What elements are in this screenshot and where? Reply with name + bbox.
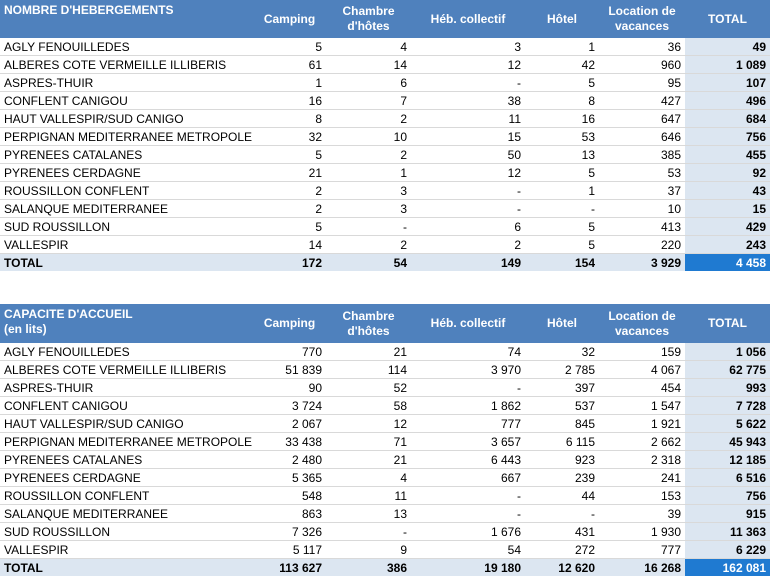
table-header-row [0, 304, 770, 343]
grand-total: 162 081 [685, 559, 770, 576]
row-name: AGLY FENOUILLEDES [0, 38, 253, 56]
row-name: PYRENEES CERDAGNE [0, 164, 253, 182]
cell-heb-collectif: - [411, 74, 525, 92]
header-line: Héb. collectif [431, 12, 506, 26]
cell-location-vacances: 646 [599, 128, 685, 146]
cell-camping: 863 [253, 505, 326, 523]
cell-hotel: 239 [525, 469, 599, 487]
table-row [0, 523, 770, 541]
cell-camping: 5 365 [253, 469, 326, 487]
cell-camping: 51 839 [253, 361, 326, 379]
row-name: AGLY FENOUILLEDES [0, 343, 253, 361]
cell-camping: 2 [253, 182, 326, 200]
table-row [0, 451, 770, 469]
table-row [0, 236, 770, 254]
cell-camping: 61 [253, 56, 326, 74]
cell-hotel: 537 [525, 397, 599, 415]
cell-hotel: 2 785 [525, 361, 599, 379]
cell-location-vacances: 2 662 [599, 433, 685, 451]
cell-heb-collectif: 50 [411, 146, 525, 164]
table-row [0, 397, 770, 415]
table-row [0, 505, 770, 523]
cell-camping: 7 326 [253, 523, 326, 541]
cell-heb-collectif: 54 [411, 541, 525, 559]
row-name: SALANQUE MEDITERRANEE [0, 200, 253, 218]
cell-location-vacances: 427 [599, 92, 685, 110]
header-line: Hôtel [547, 12, 577, 26]
cell-heb-collectif: 38 [411, 92, 525, 110]
row-name: SUD ROUSSILLON [0, 523, 253, 541]
cell-location-vacances: 1 547 [599, 397, 685, 415]
cell-chambre-hotes: 71 [326, 433, 411, 451]
cell-hotel: - [525, 505, 599, 523]
column-header-total [685, 0, 770, 38]
cell-heb-collectif: 6 443 [411, 451, 525, 469]
total-chambre-hotes: 54 [326, 254, 411, 272]
table-row [0, 38, 770, 56]
cell-total: 7 728 [685, 397, 770, 415]
cell-hotel: 5 [525, 164, 599, 182]
cell-hotel: 16 [525, 110, 599, 128]
cell-camping: 5 117 [253, 541, 326, 559]
grand-total: 4 458 [685, 254, 770, 272]
cell-chambre-hotes: 21 [326, 451, 411, 469]
cell-heb-collectif: - [411, 505, 525, 523]
cell-camping: 32 [253, 128, 326, 146]
row-name: CONFLENT CANIGOU [0, 397, 253, 415]
cell-camping: 3 724 [253, 397, 326, 415]
cell-hotel: 53 [525, 128, 599, 146]
table-row [0, 541, 770, 559]
table-row [0, 433, 770, 451]
cell-heb-collectif: 74 [411, 343, 525, 361]
cell-camping: 548 [253, 487, 326, 505]
column-header-camping [253, 304, 326, 343]
cell-heb-collectif: - [411, 200, 525, 218]
header-line: d'hôtes [347, 19, 389, 33]
cell-hotel: 13 [525, 146, 599, 164]
cell-chambre-hotes: 9 [326, 541, 411, 559]
cell-camping: 1 [253, 74, 326, 92]
cell-location-vacances: 220 [599, 236, 685, 254]
table-row [0, 218, 770, 236]
column-header-camping [253, 0, 326, 38]
table-row [0, 200, 770, 218]
hebergements-table [0, 0, 770, 271]
total-camping: 172 [253, 254, 326, 272]
cell-camping: 33 438 [253, 433, 326, 451]
table-row [0, 343, 770, 361]
cell-total: 49 [685, 38, 770, 56]
cell-hotel: 42 [525, 56, 599, 74]
cell-heb-collectif: - [411, 379, 525, 397]
cell-location-vacances: 241 [599, 469, 685, 487]
row-name: CONFLENT CANIGOU [0, 92, 253, 110]
cell-heb-collectif: 2 [411, 236, 525, 254]
header-line: Location de [608, 309, 675, 323]
row-name: PYRENEES CERDAGNE [0, 469, 253, 487]
cell-total: 11 363 [685, 523, 770, 541]
table-row [0, 182, 770, 200]
row-name: HAUT VALLESPIR/SUD CANIGO [0, 415, 253, 433]
header-line: Hôtel [547, 316, 577, 330]
cell-camping: 21 [253, 164, 326, 182]
total-row [0, 559, 770, 576]
column-header-hotel [525, 0, 599, 38]
cell-total: 915 [685, 505, 770, 523]
cell-hotel: 32 [525, 343, 599, 361]
title-line: CAPACITE D'ACCUEIL [4, 307, 133, 321]
column-header-chambre-hotes [326, 0, 411, 38]
cell-total: 1 056 [685, 343, 770, 361]
title-line: NOMBRE D'HEBERGEMENTS [4, 3, 174, 17]
cell-location-vacances: 53 [599, 164, 685, 182]
cell-chambre-hotes: 58 [326, 397, 411, 415]
cell-location-vacances: 37 [599, 182, 685, 200]
header-line: Location de [608, 4, 675, 18]
cell-heb-collectif: 12 [411, 56, 525, 74]
row-name: VALLESPIR [0, 541, 253, 559]
row-name: ROUSSILLON CONFLENT [0, 182, 253, 200]
cell-chambre-hotes: 14 [326, 56, 411, 74]
cell-chambre-hotes: 4 [326, 38, 411, 56]
row-name: SALANQUE MEDITERRANEE [0, 505, 253, 523]
cell-chambre-hotes: 12 [326, 415, 411, 433]
row-name: ROUSSILLON CONFLENT [0, 487, 253, 505]
cell-total: 429 [685, 218, 770, 236]
cell-camping: 2 [253, 200, 326, 218]
row-name: PYRENEES CATALANES [0, 146, 253, 164]
cell-heb-collectif: 3 970 [411, 361, 525, 379]
cell-location-vacances: 36 [599, 38, 685, 56]
row-name: PERPIGNAN MEDITERRANEE METROPOLE [0, 433, 253, 451]
cell-hotel: 5 [525, 236, 599, 254]
row-name: VALLESPIR [0, 236, 253, 254]
header-line: Chambre [342, 309, 394, 323]
cell-camping: 5 [253, 146, 326, 164]
cell-heb-collectif: 777 [411, 415, 525, 433]
table-row [0, 487, 770, 505]
table-row [0, 110, 770, 128]
total-label: TOTAL [0, 254, 253, 272]
cell-heb-collectif: 6 [411, 218, 525, 236]
cell-chambre-hotes: 7 [326, 92, 411, 110]
title-line: (en lits) [4, 322, 47, 336]
cell-total: 684 [685, 110, 770, 128]
cell-location-vacances: 960 [599, 56, 685, 74]
header-line: vacances [615, 19, 669, 33]
cell-location-vacances: 413 [599, 218, 685, 236]
cell-location-vacances: 647 [599, 110, 685, 128]
total-label: TOTAL [0, 559, 253, 576]
table-title [0, 304, 253, 343]
cell-total: 993 [685, 379, 770, 397]
total-row [0, 254, 770, 272]
cell-heb-collectif: 3 [411, 38, 525, 56]
table-row [0, 379, 770, 397]
cell-total: 62 775 [685, 361, 770, 379]
cell-hotel: 397 [525, 379, 599, 397]
table-row [0, 469, 770, 487]
cell-hotel: 1 [525, 38, 599, 56]
column-header-total [685, 304, 770, 343]
cell-chambre-hotes: 6 [326, 74, 411, 92]
header-line: Héb. collectif [431, 316, 506, 330]
cell-camping: 8 [253, 110, 326, 128]
cell-heb-collectif: 1 862 [411, 397, 525, 415]
cell-location-vacances: 1 930 [599, 523, 685, 541]
cell-camping: 90 [253, 379, 326, 397]
total-hotel: 154 [525, 254, 599, 272]
cell-location-vacances: 39 [599, 505, 685, 523]
row-name: PERPIGNAN MEDITERRANEE METROPOLE [0, 128, 253, 146]
table-row [0, 164, 770, 182]
cell-chambre-hotes: 13 [326, 505, 411, 523]
header-line: Camping [264, 12, 315, 26]
column-header-heb-collectif [411, 0, 525, 38]
cell-total: 756 [685, 128, 770, 146]
cell-hotel: 1 [525, 182, 599, 200]
cell-heb-collectif: - [411, 487, 525, 505]
cell-chambre-hotes: - [326, 218, 411, 236]
cell-heb-collectif: 1 676 [411, 523, 525, 541]
cell-hotel: 8 [525, 92, 599, 110]
cell-total: 756 [685, 487, 770, 505]
cell-hotel: 5 [525, 218, 599, 236]
cell-hotel: 44 [525, 487, 599, 505]
cell-location-vacances: 385 [599, 146, 685, 164]
cell-heb-collectif: 11 [411, 110, 525, 128]
cell-hotel: 845 [525, 415, 599, 433]
total-camping: 113 627 [253, 559, 326, 576]
cell-hotel: 6 115 [525, 433, 599, 451]
cell-heb-collectif: 15 [411, 128, 525, 146]
row-name: SUD ROUSSILLON [0, 218, 253, 236]
cell-location-vacances: 454 [599, 379, 685, 397]
cell-location-vacances: 159 [599, 343, 685, 361]
cell-total: 15 [685, 200, 770, 218]
header-line: vacances [615, 324, 669, 338]
table-row [0, 415, 770, 433]
cell-chambre-hotes: - [326, 523, 411, 541]
total-heb-collectif: 149 [411, 254, 525, 272]
cell-total: 6 229 [685, 541, 770, 559]
cell-camping: 770 [253, 343, 326, 361]
column-header-chambre-hotes [326, 304, 411, 343]
total-location-vacances: 16 268 [599, 559, 685, 576]
cell-hotel: 923 [525, 451, 599, 469]
header-line: TOTAL [708, 316, 747, 330]
cell-total: 45 943 [685, 433, 770, 451]
cell-camping: 5 [253, 218, 326, 236]
column-header-hotel [525, 304, 599, 343]
cell-total: 243 [685, 236, 770, 254]
table-row [0, 92, 770, 110]
row-name: PYRENEES CATALANES [0, 451, 253, 469]
total-chambre-hotes: 386 [326, 559, 411, 576]
table-row [0, 74, 770, 92]
cell-camping: 5 [253, 38, 326, 56]
cell-hotel: 5 [525, 74, 599, 92]
table-header-row [0, 0, 770, 38]
total-hotel: 12 620 [525, 559, 599, 576]
column-header-location-vacances [599, 304, 685, 343]
cell-total: 107 [685, 74, 770, 92]
row-name: ASPRES-THUIR [0, 74, 253, 92]
cell-total: 43 [685, 182, 770, 200]
cell-chambre-hotes: 52 [326, 379, 411, 397]
cell-chambre-hotes: 21 [326, 343, 411, 361]
cell-chambre-hotes: 2 [326, 236, 411, 254]
table-row [0, 128, 770, 146]
cell-location-vacances: 4 067 [599, 361, 685, 379]
cell-heb-collectif: 12 [411, 164, 525, 182]
cell-camping: 14 [253, 236, 326, 254]
header-line: Chambre [342, 4, 394, 18]
cell-location-vacances: 777 [599, 541, 685, 559]
cell-total: 1 089 [685, 56, 770, 74]
cell-chambre-hotes: 2 [326, 110, 411, 128]
cell-camping: 2 480 [253, 451, 326, 469]
cell-camping: 16 [253, 92, 326, 110]
column-header-heb-collectif [411, 304, 525, 343]
row-name: ASPRES-THUIR [0, 379, 253, 397]
row-name: HAUT VALLESPIR/SUD CANIGO [0, 110, 253, 128]
total-heb-collectif: 19 180 [411, 559, 525, 576]
cell-hotel: - [525, 200, 599, 218]
table-title [0, 0, 253, 38]
table-row [0, 56, 770, 74]
total-location-vacances: 3 929 [599, 254, 685, 272]
cell-chambre-hotes: 4 [326, 469, 411, 487]
cell-chambre-hotes: 1 [326, 164, 411, 182]
cell-hotel: 272 [525, 541, 599, 559]
cell-total: 496 [685, 92, 770, 110]
cell-heb-collectif: - [411, 182, 525, 200]
cell-chambre-hotes: 3 [326, 182, 411, 200]
cell-hotel: 431 [525, 523, 599, 541]
table-row [0, 361, 770, 379]
header-line: Camping [264, 316, 315, 330]
column-header-location-vacances [599, 0, 685, 38]
cell-total: 92 [685, 164, 770, 182]
cell-location-vacances: 2 318 [599, 451, 685, 469]
row-name: ALBERES COTE VERMEILLE ILLIBERIS [0, 361, 253, 379]
cell-chambre-hotes: 3 [326, 200, 411, 218]
cell-total: 5 622 [685, 415, 770, 433]
cell-location-vacances: 10 [599, 200, 685, 218]
table-row [0, 146, 770, 164]
cell-location-vacances: 153 [599, 487, 685, 505]
cell-location-vacances: 1 921 [599, 415, 685, 433]
cell-heb-collectif: 667 [411, 469, 525, 487]
cell-camping: 2 067 [253, 415, 326, 433]
header-line: TOTAL [708, 12, 747, 26]
header-line: d'hôtes [347, 324, 389, 338]
cell-total: 12 185 [685, 451, 770, 469]
cell-chambre-hotes: 11 [326, 487, 411, 505]
cell-total: 6 516 [685, 469, 770, 487]
cell-chambre-hotes: 2 [326, 146, 411, 164]
cell-heb-collectif: 3 657 [411, 433, 525, 451]
cell-chambre-hotes: 10 [326, 128, 411, 146]
row-name: ALBERES COTE VERMEILLE ILLIBERIS [0, 56, 253, 74]
cell-location-vacances: 95 [599, 74, 685, 92]
cell-chambre-hotes: 114 [326, 361, 411, 379]
capacite-table [0, 304, 770, 576]
cell-total: 455 [685, 146, 770, 164]
